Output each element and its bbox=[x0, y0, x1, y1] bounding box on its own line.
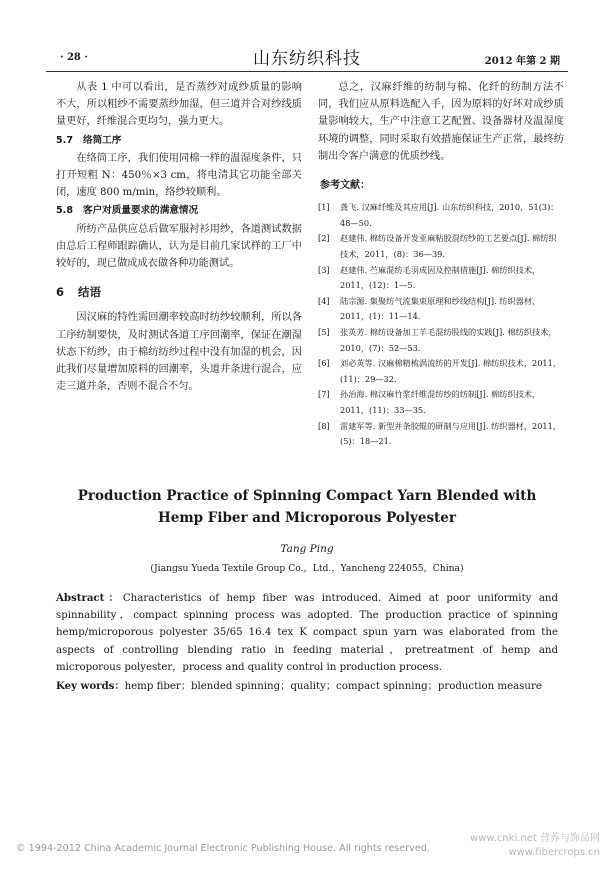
reference-text: 张英芳. 棉纺设备加工羊毛混纺股线的实践[J]. 棉纺织技术，2010，(7)：52—53. bbox=[340, 326, 557, 353]
section-heading-5-7 bbox=[56, 132, 302, 149]
english-title-line-2: Hemp Fiber and Microporous Polyester bbox=[157, 510, 456, 526]
reference-text: 龚飞. 汉麻纤维及其应用[J]. 山东纺织科技，2010，51(3)：48—50. bbox=[340, 202, 559, 228]
watermark-line-1: www.cnki.net 营养与饰品网 bbox=[470, 833, 600, 844]
reference-number: [4] bbox=[318, 295, 330, 306]
page-number: · 28 · bbox=[60, 52, 88, 63]
reference-text: 雷建军等. 新型并条胶辊的研制与应用[J]. 纺织器材，2011，(5)：18—21. bbox=[340, 420, 562, 447]
reference-item bbox=[318, 231, 564, 262]
watermark bbox=[470, 832, 600, 860]
reference-list bbox=[318, 200, 564, 450]
paragraph-intro: 从表 1 中可以看出，是否蒸纱对成纱质量的影响不大，所以粗纱不需要蒸纱加湿，但三道并合对纱线质量更好，纤维混合更均匀，强力更大。 bbox=[56, 82, 302, 128]
reference-text: 孙治海. 棉汉麻竹浆纤维混纺纱的纺制[J]. 棉纺织技术，2011，(11)：33—35. bbox=[340, 389, 541, 415]
reference-item bbox=[318, 325, 564, 356]
keywords-label: Key words： bbox=[56, 680, 125, 693]
reference-number: [8] bbox=[318, 420, 330, 431]
page-header bbox=[46, 44, 568, 70]
reference-number: [2] bbox=[318, 233, 330, 244]
section-number: 5.8 bbox=[56, 205, 73, 217]
reference-item bbox=[318, 387, 564, 418]
keywords-text: hemp fiber；blended spinning；quality；compact spinning；production measure bbox=[124, 681, 542, 693]
left-column bbox=[56, 79, 302, 395]
section-title: 结语 bbox=[78, 285, 102, 300]
english-title-line-1: Production Practice of Spinning Compact Yarn Blended with bbox=[77, 488, 537, 504]
reference-number: [5] bbox=[318, 326, 330, 337]
reference-text: 赵建伟. 苎麻混纺毛羽成因及控制措施[J]. 棉纺织技术，2011，(12)：1—5. bbox=[340, 264, 541, 291]
reference-text: 赵建伟. 棉纺设备开发亚麻粘胶混纺纱的工艺要点[J]. 棉纺织技术，2011，(8)：36—39. bbox=[340, 233, 557, 259]
reference-text: 陆宗源. 集聚纺气流集束原理和纱线结构[J]. 纺织器材，2011，(1)：11—14. bbox=[340, 295, 541, 322]
journal-title: 山东纺织科技 bbox=[253, 49, 361, 69]
section-number: 6 bbox=[56, 285, 65, 300]
watermark-line-2: www.fibercrops.cn bbox=[508, 847, 600, 858]
author-affiliation: (Jiangsu Yueda Textile Group Co.，Ltd.，Yancheng 224055，China) bbox=[150, 563, 464, 574]
header-rule bbox=[46, 71, 568, 72]
issue-label: 2012 年第 2 期 bbox=[484, 56, 560, 67]
copyright-footer: © 1994-2012 China Academic Journal Electronic Publishing House. All rights reserved. bbox=[16, 843, 430, 854]
reference-number: [7] bbox=[318, 389, 330, 400]
section-heading-6 bbox=[56, 284, 302, 301]
references-heading: 参考文献： bbox=[320, 180, 370, 192]
author-name: Tang Ping bbox=[280, 543, 334, 555]
section-title: 络筒工序 bbox=[83, 134, 122, 146]
section-title: 客户对质量要求的满意情况 bbox=[83, 205, 199, 217]
reference-item bbox=[318, 356, 564, 387]
right-column bbox=[318, 79, 564, 450]
abstract bbox=[56, 590, 558, 676]
reference-number: [6] bbox=[318, 358, 330, 369]
paragraph-conclusion: 因汉麻的特性需回潮率较高时纺纱较顺利，所以各工序纺制要快，及时测试各道工序回潮率，保证在潮湿状态下纺纱，由于棉纺纺纱过程中没有加湿的机会，因此我们尽量增加原料的回潮率，头道并条进行混合，应走三道并条，否则不混合不匀。 bbox=[56, 312, 302, 393]
paragraph-continued: 总之，汉麻纤维的纺制与棉、化纤的纺制方法不同，我们应从原料选配入手，因为原料的好坏对成纱质量影响较大，生产中注意工艺配置、设备器材及温湿度环境的调整，同时采取有效措施保证生产正常，最终纺制出令客户满意的优质纱线。 bbox=[318, 82, 564, 162]
reference-item bbox=[318, 200, 564, 231]
section-number: 5.7 bbox=[56, 134, 73, 146]
section-heading-5-8 bbox=[56, 202, 302, 219]
abstract-label: Abstract： bbox=[56, 592, 123, 604]
reference-item bbox=[318, 263, 564, 294]
reference-item bbox=[318, 419, 564, 450]
abstract-text: Characteristics of hemp fiber was introduced. Aimed at poor uniformity and spinnability，compact spinning process was adopted. The production practice of spinning hemp/microporous polyester 35/65 16.4 tex K compact spun yarn was elaborated from the aspects of controlling blending ratio in feeding material，pretreatment of hemp and microporous polyester，process and quality control in production process. bbox=[56, 593, 558, 673]
reference-number: [3] bbox=[318, 264, 330, 275]
reference-text: 刘必英等. 汉麻棉精梳涡流纺的开发[J]. 棉纺织技术，2011，(11)：29—32. bbox=[340, 358, 562, 384]
reference-item bbox=[318, 294, 564, 325]
paragraph-5-7: 在络筒工序，我们使用同棉一样的温湿度条件，只打开短粗 N：450％×3 cm，将电清其它功能全部关闭，速度 800 m/min，络纱较顺利。 bbox=[56, 152, 302, 199]
paragraph-5-8: 所纺产品供应总后做军服衬衫用纱，各道测试数据由总后工程师跟踪确认，认为是目前几家试样的工厂中较好的，现已做成成衣做各种功能测试。 bbox=[56, 223, 302, 270]
english-abstract-block bbox=[56, 485, 558, 695]
reference-number: [1] bbox=[318, 202, 330, 213]
keywords bbox=[56, 678, 558, 695]
